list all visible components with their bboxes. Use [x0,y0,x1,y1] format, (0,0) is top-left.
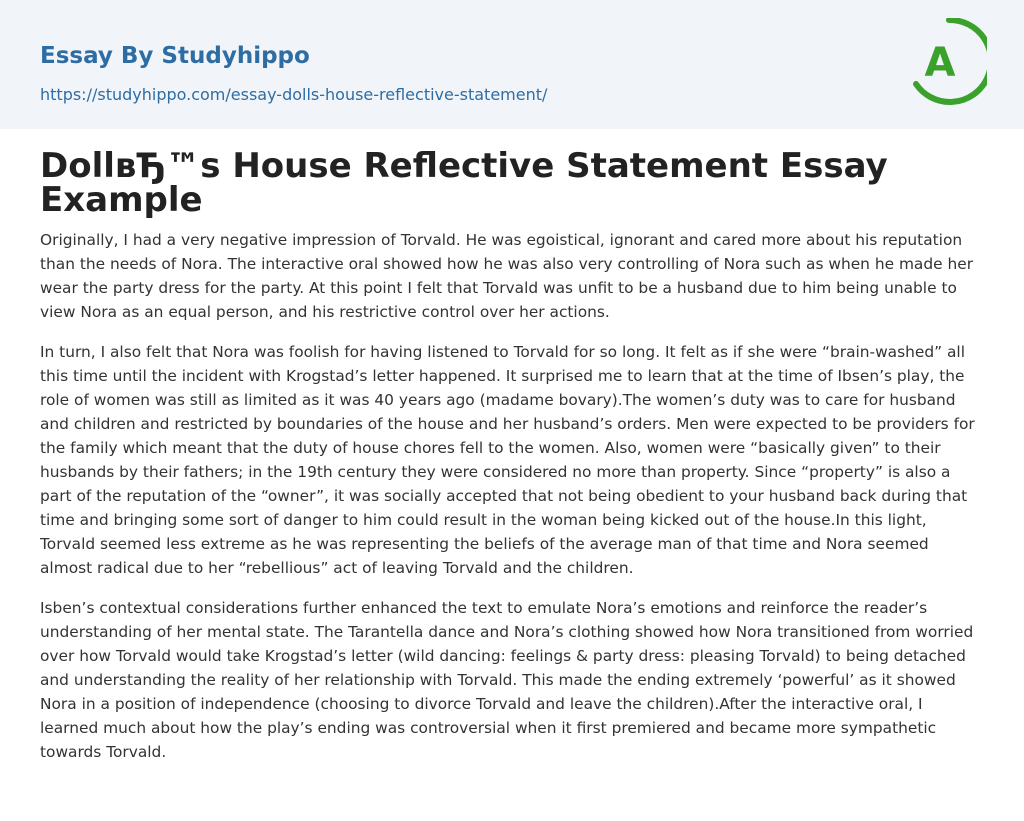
essay-paragraph: Isben’s contextual considerations further enhanced the text to emulate Nora’s emotions and reinforce the reader’s understanding of her mental state. The Tarantella dance and Nora’s clothing showed how Nora transitioned from worried over how Torvald would take Krogstad’s letter (wild dancing: feelings & party dress: pleasing Torvald) to being detached and understanding the reality of her relationship with Torvald. This made the ending extremely ‘powerful’ as it showed Nora in a position of independence (choosing to divorce Torvald and leave the children).After the interactive oral, I learned much about how the play’s ending was controversial when it first premiered and became more sympathetic towards Torvald. [40,599,974,761]
essay-content [0,129,1024,764]
essay-paragraph: In turn, I also felt that Nora was foolish for having listened to Torvald for so long. It felt as if she were “brain-washed” all this time until the incident with Krogstad’s letter happened. It surprised me to learn that at the time of Ibsen’s play, the role of women was still as limited as it was 40 years ago (madame bovary).The women’s duty was to care for husband and children and restricted by boundaries of the house and her husband’s orders. Men were expected to be providers for the family which meant that the duty of house chores fell to the women. Also, women were “basically given” to their husbands by their fathers; in the 19th century they were considered no more than property. Since “property” is also a part of the reputation of the “owner”, it was socially accepted that not being obedient to your husband back during that time and bringing some sort of danger to him could result in the woman being kicked out of the house.In this light, Torvald seemed less extreme as he was representing the beliefs of the average man of that time and Nora seemed almost radical due to her “rebellious” act of leaving Torvald and the children. [40,343,975,577]
studyhippo-logo-icon[interactable] [911,18,987,106]
essay-title: DollвЂ™s House Reflective Statement Essay Example [40,146,888,220]
essay-paragraph: Originally, I had a very negative impression of Torvald. He was egoistical, ignorant and cared more about his reputation than the needs of Nora. The interactive oral showed how he was also very controlling of Nora such as when he made her wear the party dress for the party. At this point I felt that Torvald was unfit to be a husband due to him being unable to view Nora as an equal person, and his restrictive control over her actions. [40,231,974,321]
site-brand[interactable]: Essay By Studyhippo [40,43,310,69]
site-header [0,0,1024,129]
page-url-link[interactable]: https://studyhippo.com/essay-dolls-house-reflective-statement/ [40,85,548,104]
logo-letter: A [924,40,956,86]
